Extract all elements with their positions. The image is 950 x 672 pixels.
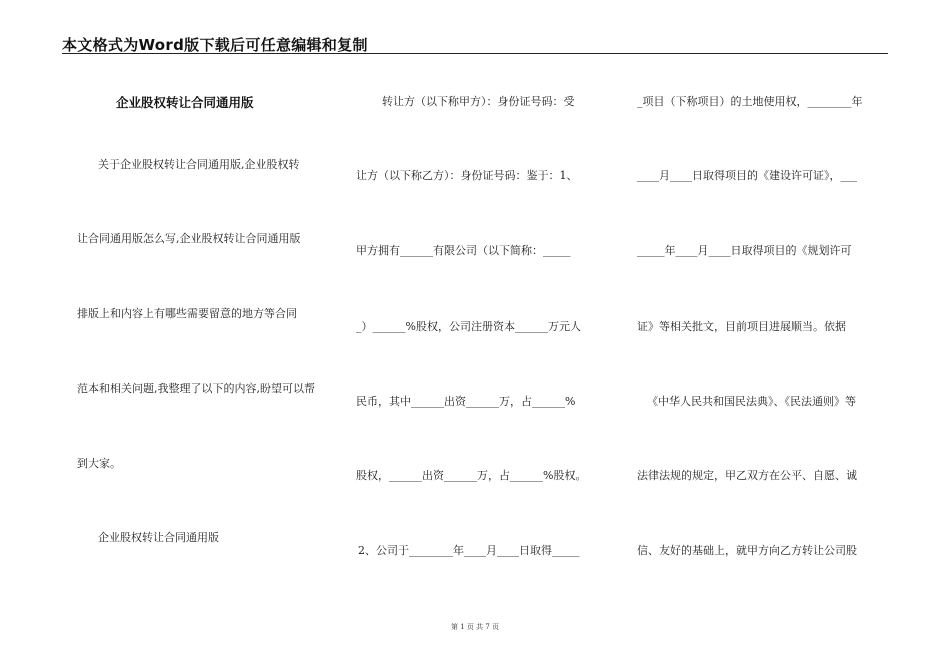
text-line: 甲方拥有______有限公司（以下简称：_____: [356, 244, 571, 257]
text-line: 让合同通用版怎么写,企业股权转让合同通用版: [77, 232, 301, 245]
text-line: 关于企业股权转让合同通用版,企业股权转: [98, 158, 300, 171]
text-column-3: [637, 0, 887, 672]
text-line: 股权，______出资______万，占______%股权。: [356, 469, 587, 482]
text-line: 《中华人民共和国民法典》、《民法通则》等: [647, 395, 856, 408]
text-line: 2、公司于________年____月____日取得_____: [358, 544, 580, 557]
text-line: 范本和相关问题,我整理了以下的内容,盼望可以帮: [77, 382, 315, 395]
text-line: 让方（以下称乙方）：身份证号码：鉴于：1、: [356, 169, 578, 182]
section-heading: 企业股权转让合同通用版: [98, 531, 219, 544]
text-line: _）______%股权，公司注册资本______万元人: [356, 320, 581, 333]
text-line: 民币，其中______出资______万，占______%: [356, 395, 576, 408]
text-line: 法律法规的规定，甲乙双方在公平、自愿、诚: [637, 469, 857, 482]
text-line: _____年____月____日取得项目的《规划许可: [637, 244, 852, 257]
text-line: 转让方（以下称甲方）：身份证号码：受: [382, 95, 575, 108]
text-column-1: [68, 0, 318, 672]
text-line: 到大家。: [77, 457, 121, 470]
text-line: 信、友好的基础上，就甲方向乙方转让公司股: [637, 544, 857, 557]
document-header-title: 本文格式为Word版下载后可任意编辑和复制: [62, 36, 368, 54]
text-column-2: [356, 0, 606, 672]
text-line: 证》等相关批文，目前项目进展顺当。依据: [637, 320, 846, 333]
page-number-footer: 第 1 页 共 7 页: [450, 623, 500, 631]
text-line: ____月____日取得项目的《建设许可证》，___: [637, 169, 857, 182]
document-title: 企业股权转让合同通用版: [116, 95, 254, 110]
text-line: _项目（下称项目）的土地使用权，________年: [637, 95, 863, 108]
text-line: 排版上和内容上有哪些需要留意的地方等合同: [77, 307, 297, 320]
